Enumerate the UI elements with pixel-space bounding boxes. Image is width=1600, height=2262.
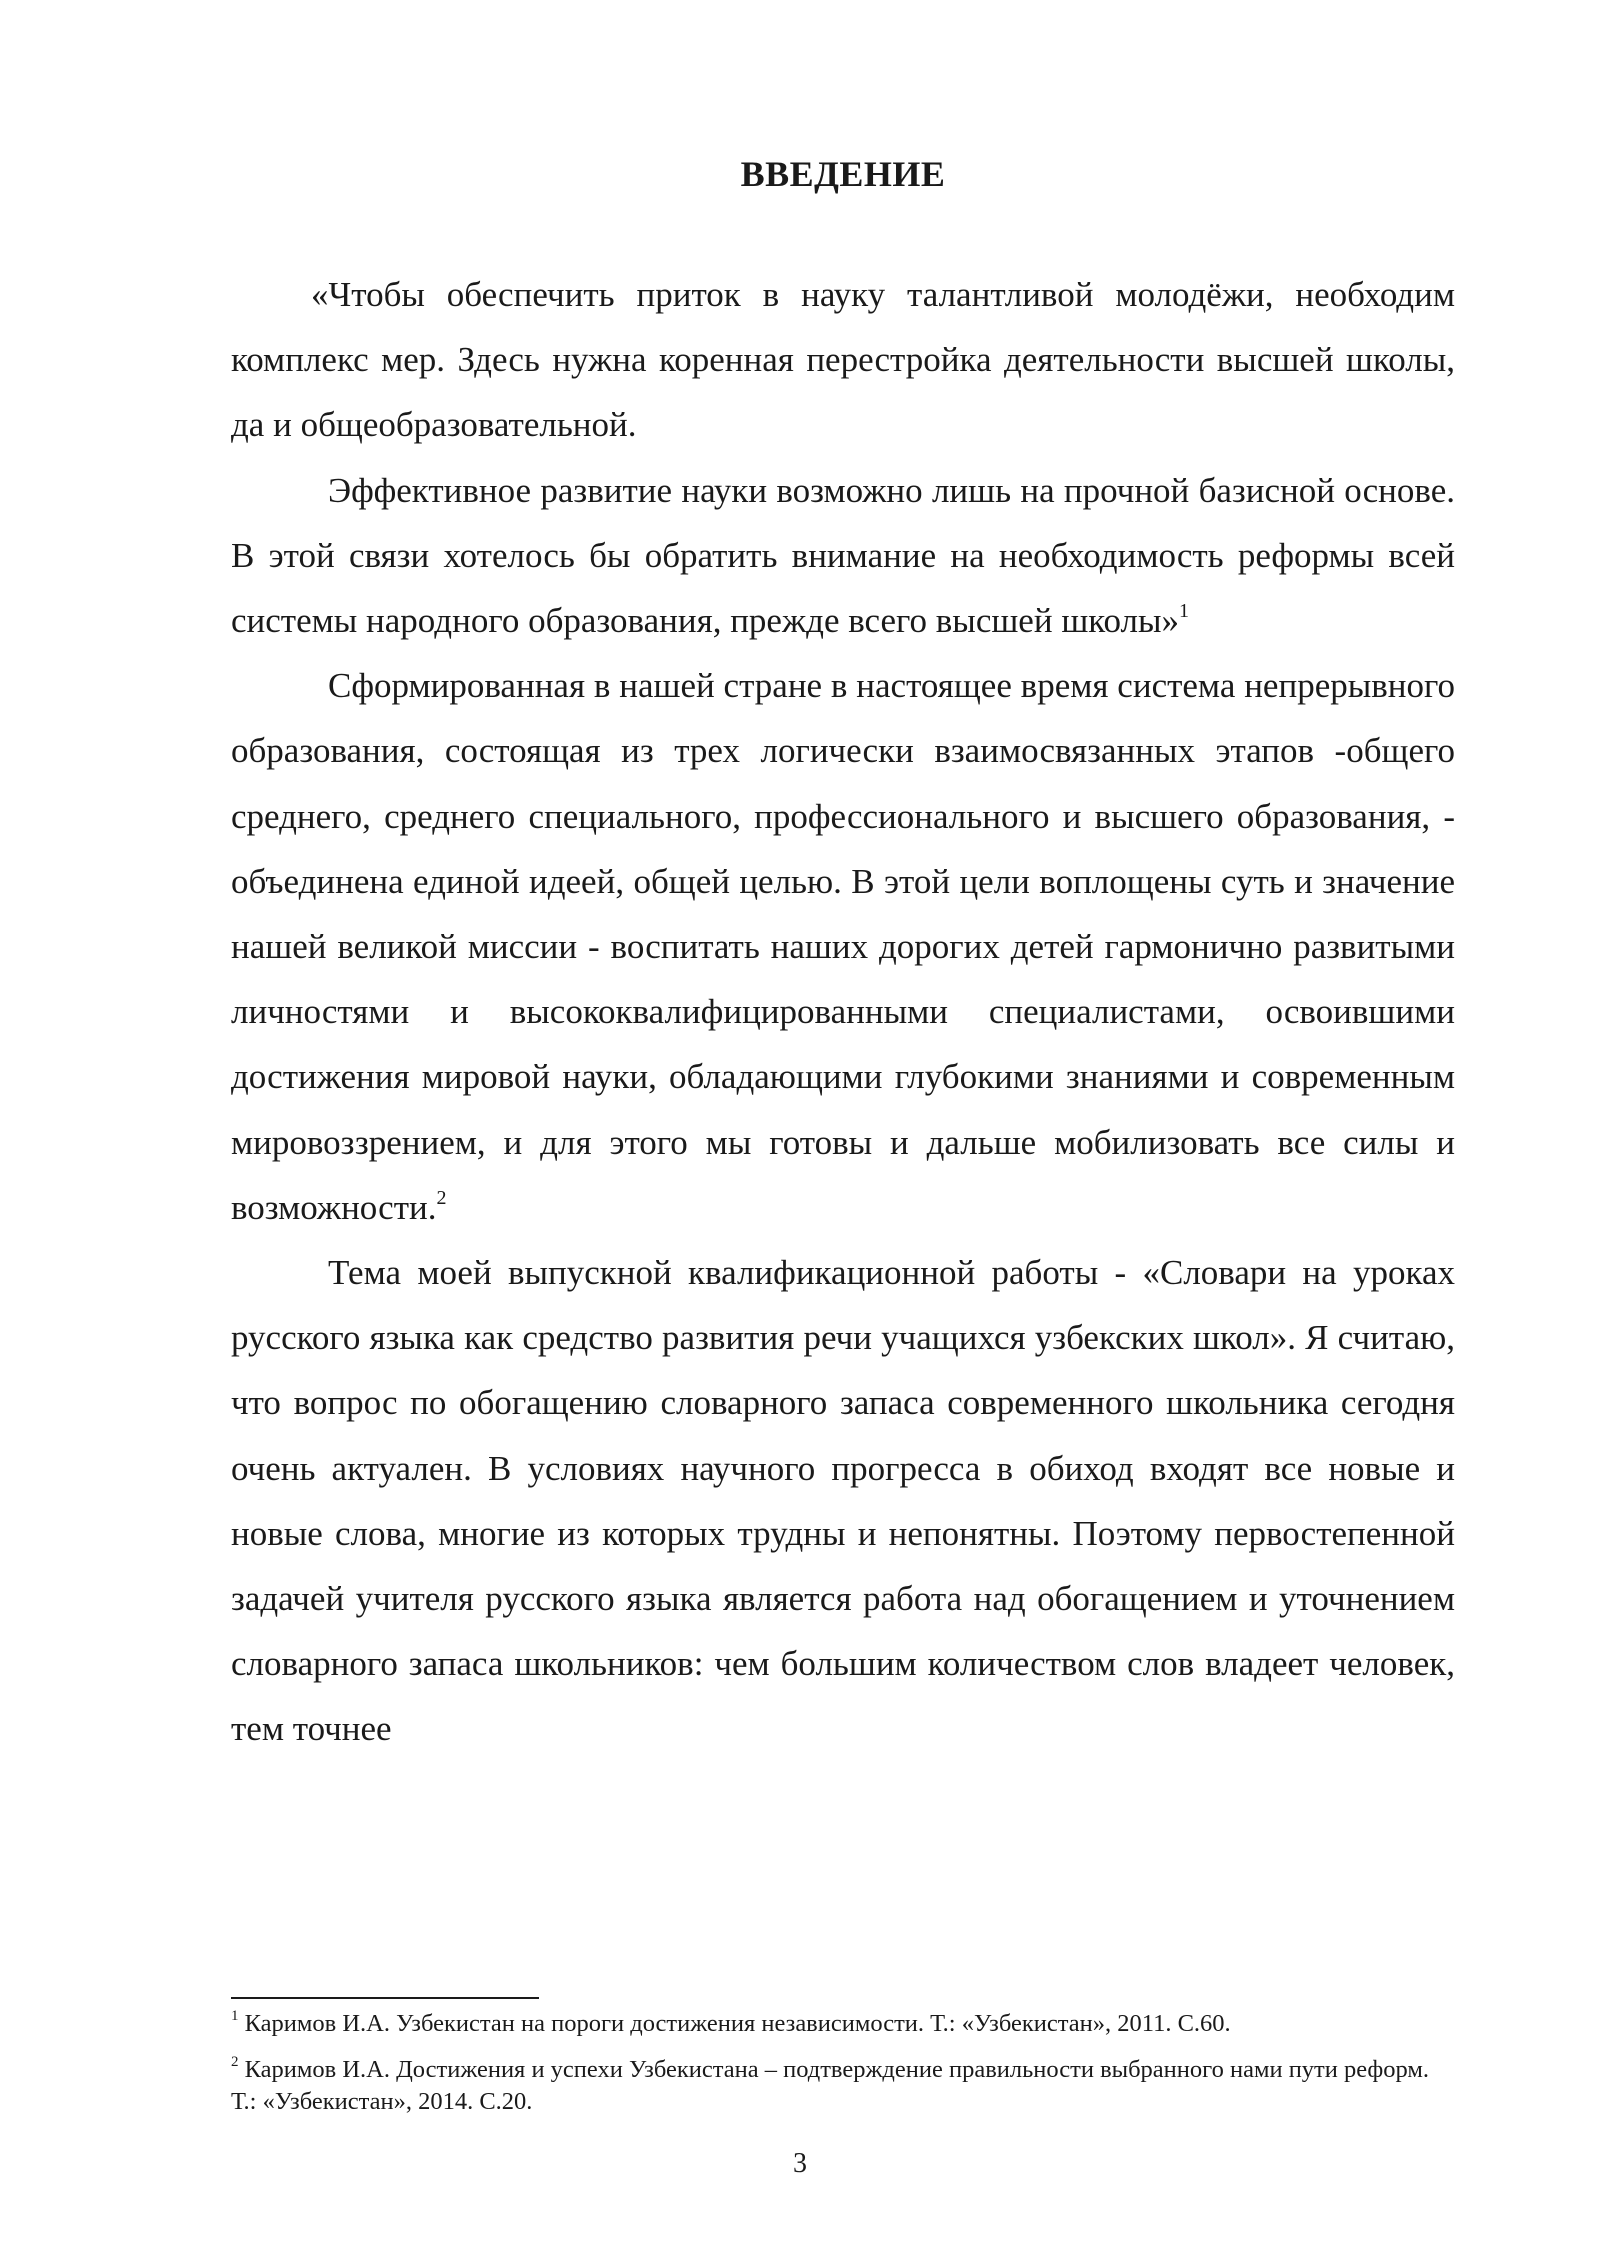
footnote-ref-1[interactable]: 1 [1179, 600, 1190, 623]
paragraph-3-text: Сформированная в нашей стране в настоящее время система непрерывного образования, состоящая из трех логически взаимосвязанных этапов -общего среднего, среднего специального, профессионального и высшего образования, - объединена единой идеей, общей целью. В этой цели воплощены суть и значение нашей великой миссии - воспитать наших дорогих детей гармонично развитыми личностями и высококвалифицированными специалистами, освоившими достижения мировой науки, обладающими глубокими знаниями и современным мировоззрением, и для этого мы готовы и дальше мобилизовать все силы и возможности. [231, 666, 1455, 1227]
page-number: 3 [793, 2148, 807, 2179]
paragraph-1 [231, 262, 1455, 458]
paragraph-2-text: Эффективное развитие науки возможно лишь на прочной базисной основе. В этой связи хотелось бы обратить внимание на необходимость реформы всей системы народного образования, прежде всего высшей школы» [231, 470, 1455, 641]
paragraph-2 [231, 458, 1455, 654]
footnote-ref-2[interactable]: 2 [436, 1187, 447, 1210]
paragraph-4-text: Тема моей выпускной квалификационной работы - «Словари на уроках русского языка как средство развития речи учащихся узбекских школ». Я считаю, что вопрос по обогащению словарного запаса современного школьника сегодня очень актуален. В условиях научного прогресса в обиход входят все новые и новые слова, многие из которых трудны и непонятны. Поэтому первостепенной задачей учителя русского языка является работа над обогащением и уточнением словарного запаса школьников: чем большим количеством слов владеет человек, тем точнее [231, 1253, 1455, 1749]
paragraph-4 [231, 1240, 1455, 1762]
footnote-1 [231, 2008, 1455, 2040]
body-text [231, 262, 1455, 1762]
footnote-2-number: 2 [231, 2053, 239, 2070]
footnote-separator [231, 1997, 539, 1999]
paragraph-3 [231, 653, 1455, 1240]
footnotes [231, 2008, 1455, 2132]
footnote-2-text: Каримов И.А. Достижения и успехи Узбекистана – подтверждение правильности выбранного нами пути реформ. Т.: «Узбекистан», 2014. С.20. [231, 2056, 1430, 2115]
footnote-1-text: Каримов И.А. Узбекистан на пороги достижения независимости. Т.: «Узбекистан», 2011. С.60. [244, 2010, 1231, 2037]
section-heading: ВВЕДЕНИЕ [740, 154, 946, 194]
paragraph-1-text: «Чтобы обеспечить приток в науку талантливой молодёжи, необходим комплекс мер. Здесь нужна коренная перестройка деятельности высшей школы, да и общеобразовательной. [231, 275, 1455, 445]
footnote-1-number: 1 [231, 2007, 239, 2024]
footnote-2 [231, 2054, 1455, 2118]
